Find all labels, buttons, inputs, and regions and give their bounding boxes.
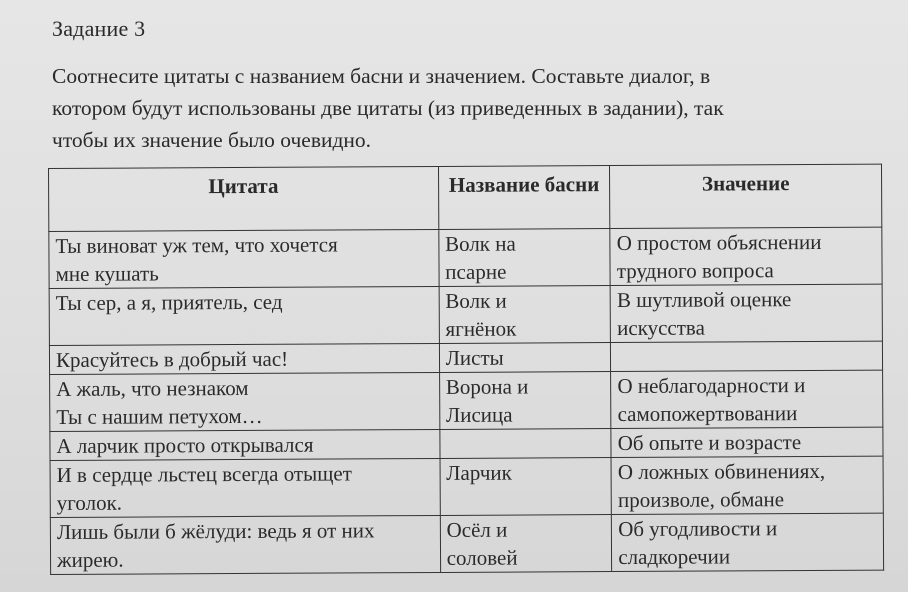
fable-cell (440, 515, 612, 573)
fable-cell (438, 229, 610, 287)
quote-cell (50, 515, 440, 574)
quote-cell (50, 429, 440, 460)
quote-cell-text: А ларчик просто открывался (56, 432, 314, 458)
meaning-cell-text: Об опыте и возрасте (617, 430, 802, 456)
quote-cell (49, 286, 439, 345)
meaning-cell (610, 284, 882, 342)
meaning-cell (612, 513, 884, 571)
header-fable: Название басни (438, 166, 610, 230)
fable-cell (440, 429, 612, 459)
fable-cell (439, 343, 611, 373)
meaning-cell-text: О простом объяснении (616, 229, 822, 256)
task-instructions (52, 60, 842, 156)
meaning-cell (611, 370, 883, 428)
quote-cell-text: мне кушать (55, 261, 159, 286)
meaning-cell (611, 427, 883, 457)
quote-cell-text: уголок. (56, 490, 123, 515)
table-row (49, 227, 882, 288)
table-row (50, 513, 883, 574)
fable-cell-text: Лисица (445, 402, 513, 427)
task-title: Задание 3 (52, 16, 146, 41)
fable-cell (439, 286, 611, 344)
table-row (49, 284, 882, 345)
meaning-cell-text: произволе, обмане (617, 487, 785, 513)
quote-cell-text: Ты виноват уж тем, что хочется (55, 232, 338, 258)
meaning-cell (611, 456, 883, 514)
quote-cell (50, 372, 440, 431)
instruction-line: котором будут использованы две цитаты (из приведенных в задании), так (52, 96, 724, 120)
quote-cell-text: Красуйтесь в добрый час! (55, 346, 289, 372)
fable-cell-text: Волк и (445, 288, 507, 313)
meaning-cell-text: В шутливой оценке (616, 287, 792, 313)
quotes-table (48, 164, 884, 575)
fable-cell-text: Волк на (444, 231, 516, 256)
table-row (50, 370, 883, 431)
fable-cell-text: Ворона и (445, 374, 529, 399)
quote-cell-text: жирею. (56, 547, 124, 572)
fable-cell (439, 372, 611, 430)
meaning-cell (611, 341, 883, 371)
fable-cell-text: псарне (445, 259, 507, 284)
meaning-cell-text: искусства (617, 315, 705, 341)
fable-cell-text: Ларчик (446, 460, 512, 485)
fable-cell-text: ягнёнок (445, 316, 517, 341)
meaning-cell-text: сладкоречии (618, 544, 731, 570)
fable-cell-text: соловей (446, 545, 518, 570)
quote-cell (49, 229, 439, 288)
table-row (50, 456, 883, 517)
meaning-cell-text: О ложных обвинениях, (617, 458, 826, 485)
meaning-cell-text: О неблагодарности и (617, 373, 806, 399)
quote-cell-text: Лишь были б жёлуди: ведь я от них (56, 518, 375, 544)
header-meaning: Значение (610, 164, 882, 228)
quote-cell-text: Ты сер, а я, приятель, сед (55, 289, 283, 315)
meaning-cell-text: трудного вопроса (616, 258, 774, 284)
meaning-cell-text: самопожертвовании (617, 401, 798, 427)
quote-cell-text: И в сердце льстец всегда отыщет (56, 461, 352, 487)
fable-cell-text: Листы (445, 345, 504, 370)
fable-cell-text: Осёл и (446, 517, 508, 542)
quote-cell (50, 458, 440, 517)
quote-cell-text: А жаль, что незнаком (56, 375, 249, 401)
fable-cell (440, 458, 612, 516)
quote-cell-text: Ты с нашим петухом… (56, 403, 263, 429)
header-quote: Цитата (49, 166, 439, 231)
table-header-row (49, 164, 882, 231)
meaning-cell-text: Об угодливости и (618, 516, 778, 542)
instruction-line: Соотнесите цитаты с названием басни и значением. Составьте диалог, в (52, 64, 711, 88)
table-row (49, 341, 882, 374)
table-row (50, 427, 883, 460)
meaning-cell (610, 227, 882, 285)
quote-cell (49, 343, 439, 374)
instruction-line: чтобы их значение было очевидно. (52, 128, 372, 152)
